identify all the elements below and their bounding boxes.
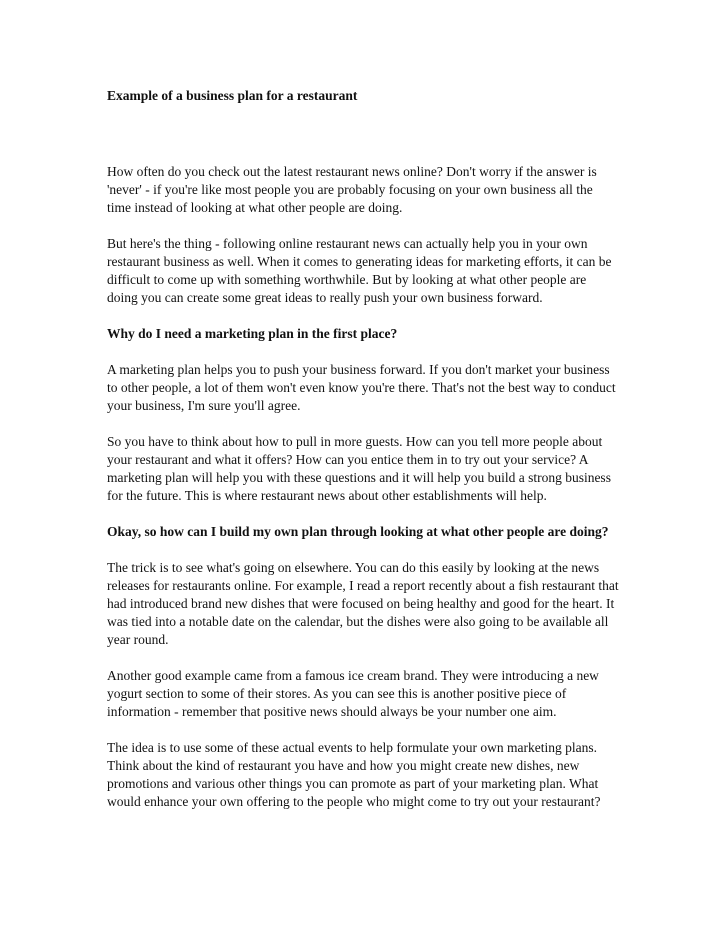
section-heading-build-own-plan: Okay, so how can I build my own plan through looking at what other people are doing? (107, 524, 609, 539)
paragraph-ice-cream-example: Another good example came from a famous ice cream brand. They were introducing a new yogurt section to some of their stores. As you can see this is another positive piece of information - remember that positive news should always be your number one aim. (107, 668, 599, 719)
paragraph-marketing-plan-purpose: A marketing plan helps you to push your business forward. If you don't market your business to other people, a lot of them won't even know you're there. That's not the best way to conduct your business, I'm sure you'll agree. (107, 362, 616, 413)
document-body (107, 163, 619, 829)
paragraph-following-news: But here's the thing - following online restaurant news can actually help you in your own restaurant business as well. When it comes to generating ideas for marketing efforts, it can be difficult to come up with something worthwhile. But by looking at what other people are doing you can create some great ideas to really push your own business forward. (107, 236, 612, 305)
paragraph-pull-in-guests: So you have to think about how to pull in more guests. How can you tell more people about your restaurant and what it offers? How can you entice them in to try out your service? A marketing plan will help you with these questions and it will help you build a strong business for the future. This is where restaurant news about other establishments will help. (107, 434, 611, 503)
document-title: Example of a business plan for a restaurant (107, 88, 358, 103)
paragraph-intro: How often do you check out the latest restaurant news online? Don't worry if the answer is 'never' - if you're like most people you are probably focusing on your own business all the time instead of looking at what other people are doing. (107, 164, 597, 215)
paragraph-the-trick: The trick is to see what's going on elsewhere. You can do this easily by looking at the news releases for restaurants online. For example, I read a report recently about a fish restaurant that had introduced brand new dishes that were focused on being healthy and good for the heart. It was tied into a notable date on the calendar, but the dishes were also going to be available all year round. (107, 560, 619, 647)
section-heading-why-marketing-plan: Why do I need a marketing plan in the first place? (107, 326, 398, 341)
paragraph-the-idea: The idea is to use some of these actual events to help formulate your own marketing plans. Think about the kind of restaurant you have and how you might create new dishes, new promotions and various other things you can promote as part of your marketing plan. What would enhance your own offering to the people who might come to try out your restaurant? (107, 740, 601, 809)
